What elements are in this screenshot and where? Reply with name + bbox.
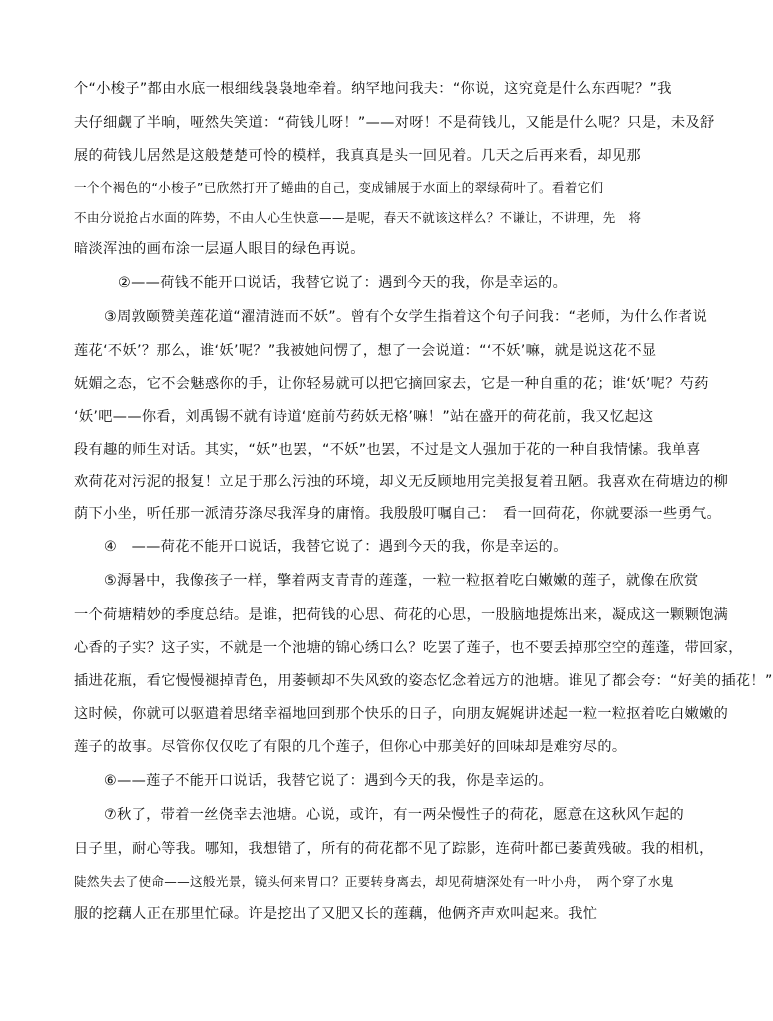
text-line: 日子里，耐心等我。哪知，我想错了，所有的荷花都不见了踪影，连荷叶都已萎黄残破。我的相机， <box>74 841 714 857</box>
text-line: 这时候，你就可以驱遣着思绪幸福地回到那个快乐的日子，向朋友娓娓讲述起一粒一粒抠着吃白嫩嫩的 <box>74 706 729 722</box>
text-line: 一个荷塘精妙的季度总结。是谁，把荷钱的心思、荷花的心思，一股脑地提炼出来，凝成这一颗颗饱满 <box>74 607 729 623</box>
paragraph-start-line: ⑦秋了，带着一丝侥幸去池塘。心说，或许，有一两朵慢性子的荷花，愿意在这秋风乍起的 <box>104 807 685 823</box>
text-line: 莲花‘不妖’？那么，谁‘妖’呢？”我被她问愣了，想了一会说道：“‘不妖’嘛，就是说这花不显 <box>74 343 657 359</box>
text-line: 心香的子实？这子实，不就是一个池塘的锦心绣口么？吃罢了莲子，也不要丢掉那空空的莲蓬，带回家， <box>74 640 743 656</box>
text-line: 展的荷钱儿居然是这般楚楚可怜的模样，我真真是头一回见着。几天之后再来看，却见那 <box>74 148 641 164</box>
text-line: ‘妖’吧——你看，刘禹锡不就有诗道‘庭前芍药妖无格’嘛！”站在盛开的荷花前，我又忆起这 <box>74 409 654 425</box>
text-line: 陡然失去了使命——这般光景，镜头何来胃口？正要转身离去，却见荷塘深处有一叶小舟， 两个穿了水鬼 <box>74 874 674 889</box>
paragraph-start-line: ⑤溽暑中，我像孩子一样，擎着两支青青的莲蓬，一粒一粒抠着吃白嫩嫩的莲子，就像在欣赏 <box>104 573 699 589</box>
paragraph-start-line: ③周敦颐赞美莲花道“濯清涟而不妖”。曾有个女学生指着这个句子问我：“老师，为什么作者说 <box>104 309 708 325</box>
text-line: 暗淡浑浊的画布涂一层逼人眼目的绿色再说。 <box>74 241 365 257</box>
text-line: 插进花瓶，看它慢慢褪掉青色，用萎顿却不失风致的姿态忆念着远方的池塘。谁见了都会夸：“好美的插花！” <box>74 673 773 689</box>
text-line: 一个个褐色的“小梭子”已欣然打开了蜷曲的自己，变成铺展于水面上的翠绿荷叶了。看着它们 <box>74 180 604 195</box>
text-line: 个“小梭子”都由水底一根细线袅袅地牵着。纳罕地问我夫：“你说，这究竟是什么东西呢？”我 <box>74 81 672 97</box>
text-line: 不由分说抢占水面的阵势，不由人心生快意——是呢，春天不就该这样么？不谦让，不讲理，先 将 <box>74 210 642 225</box>
text-line: 莲子的故事。尽管你仅仅吃了有限的几个莲子，但你心中那美好的回味却是难穷尽的。 <box>74 739 627 755</box>
paragraph-marker-line: ⑥——莲子不能开口说话，我替它说了：遇到今天的我，你是幸运的。 <box>104 773 554 789</box>
text-line: 段有趣的师生对话。其实，“妖”也罢，“不妖”也罢，不过是文人强加于花的一种自我情愫。我单喜 <box>74 442 701 458</box>
paragraph-marker-line: ②——荷钱不能开口说话，我替它说了：遇到今天的我，你是幸运的。 <box>118 275 568 291</box>
text-line: 夫仔细觑了半晌，哑然失笑道：“荷钱儿呀！”——对呀！不是荷钱儿，又能是什么呢？只是，未及舒 <box>74 115 715 131</box>
text-line: 荫下小坐，听任那一派清芬涤尽我浑身的庸惰。我殷殷叮嘱自己： 看一回荷花，你就要添一些勇气。 <box>74 506 722 522</box>
paragraph-marker-line: ④ ——荷花不能开口说话，我替它说了：遇到今天的我，你是幸运的。 <box>104 539 568 555</box>
text-line: 妩媚之态，它不会魅惑你的手，让你轻易就可以把它摘回家去，它是一种自重的花；谁‘妖’呢？芍药 <box>74 376 709 392</box>
text-line: 服的挖藕人正在那里忙碌。许是挖出了又肥又长的莲藕，他俩齐声欢叫起来。我忙 <box>74 906 598 922</box>
text-line: 欢荷花对污泥的报复！立足于那么污浊的环境，却义无反顾地用完美报复着丑陋。我喜欢在荷塘边的柳 <box>74 474 729 490</box>
